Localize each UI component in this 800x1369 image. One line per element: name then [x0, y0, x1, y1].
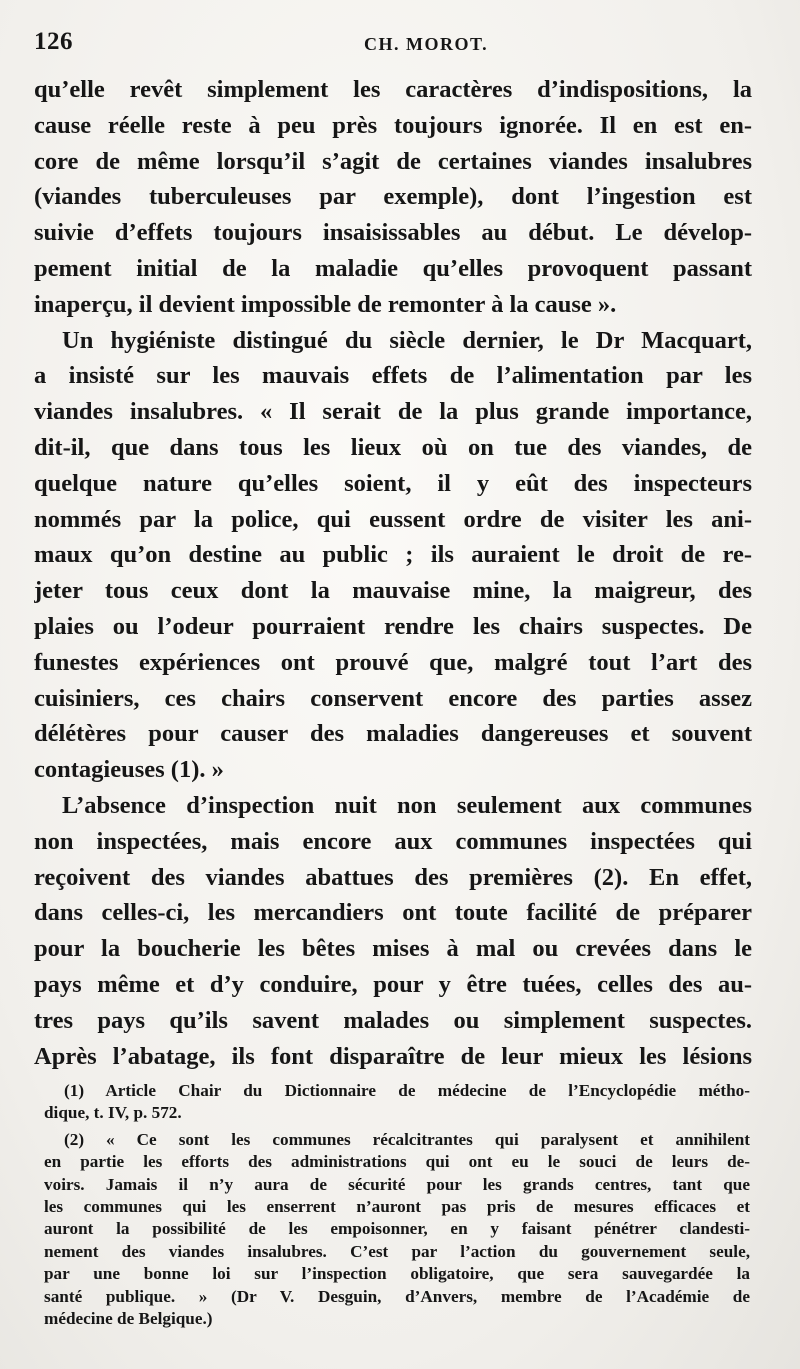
text-line: inaperçu, il devient impossible de remonter à la cause ». — [34, 290, 617, 318]
text-line: cause réelle reste à peu près toujours ignorée. Il en est en- — [34, 111, 752, 139]
text-line: L’absence d’inspection nuit non seulement aux communes — [62, 791, 752, 819]
text-line: pays même et d’y conduire, pour y être tuées, celles des au- — [34, 970, 752, 998]
footnote-line: auront la possibilité de les empoisonner, en y faisant pénétrer clandesti- — [44, 1219, 750, 1239]
footnote-line: médecine de Belgique.) — [44, 1308, 213, 1328]
footnote-line: santé publique. » (Dr V. Desguin, d’Anvers, membre de l’Académie de — [44, 1286, 750, 1306]
footnote-line: les communes qui les enserrent n’auront pas pris de mesures efficaces et — [44, 1196, 750, 1216]
text-line: tres pays qu’ils savent malades ou simplement suspectes. — [34, 1006, 752, 1034]
footnote-line: voirs. Jamais il n’y aura de sécurité pour les grands centres, tant que — [44, 1174, 750, 1194]
text-line: contagieuses (1). » — [34, 756, 224, 784]
page-number: 126 — [34, 28, 73, 55]
text-line: non inspectées, mais encore aux communes inspectées qui — [34, 827, 752, 855]
text-line: funestes expériences ont prouvé que, malgré tout l’art des — [34, 648, 752, 676]
text-line: dans celles-ci, les mercandiers ont toute facilité de préparer — [34, 899, 752, 927]
text-line: délétères pour causer des maladies dangereuses et souvent — [34, 720, 752, 748]
text-line: core de même lorsqu’il s’agit de certaines viandes insalubres — [34, 147, 752, 175]
text-line: (viandes tuberculeuses par exemple), dont l’ingestion est — [34, 183, 752, 211]
body-text — [34, 72, 752, 1074]
text-line: pement initial de la maladie qu’elles provoquent passant — [34, 254, 752, 282]
text-line: quelque nature qu’elles soient, il y eût des inspecteurs — [34, 469, 752, 497]
text-line: pour la boucherie les bêtes mises à mal ou crevées dans le — [34, 935, 752, 963]
text-line: cuisiniers, ces chairs conservent encore des parties assez — [34, 684, 752, 712]
page-header — [34, 28, 754, 62]
footnote-line: nement des viandes insalubres. C’est par l’action du gouvernement seule, — [44, 1241, 750, 1261]
text-line: maux qu’on destine au public ; ils auraient le droit de re- — [34, 541, 752, 569]
footnote-line: (1) Article Chair du Dictionnaire de médecine de l’Encyclopédie métho- — [64, 1081, 750, 1100]
text-line: nommés par la police, qui eussent ordre de visiter les ani- — [34, 505, 752, 533]
text-line: Après l’abatage, ils font disparaître de leur mieux les lésions — [34, 1042, 752, 1070]
footnotes — [44, 1080, 750, 1330]
text-line: jeter tous ceux dont la mauvaise mine, la maigreur, des — [34, 577, 752, 605]
text-line: qu’elle revêt simplement les caractères d’indispositions, la — [34, 76, 752, 103]
text-line: reçoivent des viandes abattues des premières (2). En effet, — [34, 863, 752, 891]
text-line: suivie d’effets toujours insaisissables au début. Le dévelop- — [34, 219, 752, 247]
text-line: dit-il, que dans tous les lieux où on tue des viandes, de — [34, 433, 752, 461]
text-line: Un hygiéniste distingué du siècle dernier, le Dr Macquart, — [62, 326, 752, 354]
text-line: plaies ou l’odeur pourraient rendre les chairs suspectes. De — [34, 612, 752, 640]
text-line: viandes insalubres. « Il serait de la plus grande importance, — [34, 398, 752, 426]
footnote-line: par une bonne loi sur l’inspection obligatoire, que sera sauvegardée la — [44, 1264, 750, 1284]
footnote-line: dique, t. IV, p. 572. — [44, 1103, 182, 1123]
running-head: CH. MOROT. — [364, 34, 489, 54]
footnote-line: (2) « Ce sont les communes récalcitrantes qui paralysent et annihilent — [64, 1129, 750, 1149]
footnote-line: en partie les efforts des administrations qui ont eu le souci de leurs de- — [44, 1152, 750, 1172]
text-line: a insisté sur les mauvais effets de l’alimentation par les — [34, 362, 752, 390]
